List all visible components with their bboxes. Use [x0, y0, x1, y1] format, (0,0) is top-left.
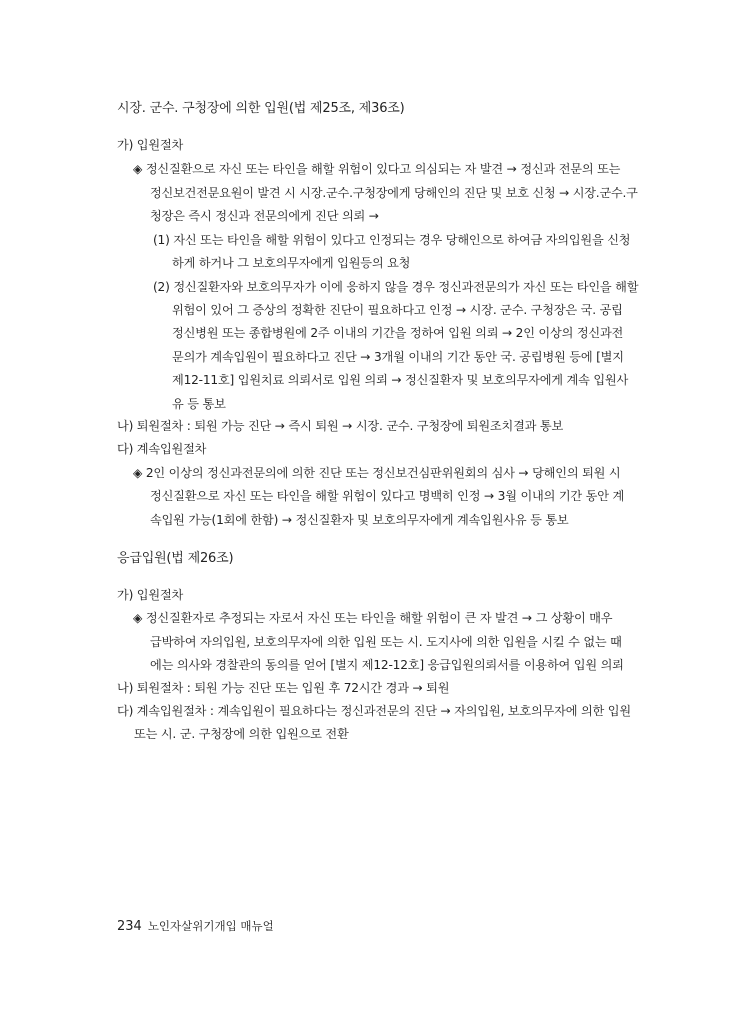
subheading-procedure: 가) 입원절차 — [117, 138, 184, 152]
numbered-item: (2) 정신질환자와 보호의무자가 이에 응하지 않을 경우 정신과전문의가 자신 또는 타인을 해할 — [153, 280, 639, 294]
text-line: 제12-11호] 입원치료 의뢰서로 입원 의뢰 → 정신질환자 및 보호의무자에게 계속 입원사 — [172, 373, 629, 387]
text-line: 하게 하거나 그 보호의무자에게 입원등의 요청 — [172, 256, 411, 270]
subheading-continued: 다) 계속입원절차 — [117, 442, 207, 456]
page-footer — [117, 918, 274, 934]
text-line: 속입원 가능(1회에 한함) → 정신질환자 및 보호의무자에게 계속입원사유 등 통보 — [150, 513, 569, 527]
section-heading: 시장. 군수. 구청장에 의한 입원(법 제25조, 제36조) — [117, 101, 405, 116]
footer-title: 노인자살위기개입 매뉴얼 — [147, 919, 274, 933]
text-line: 정신질환으로 자신 또는 타인을 해할 위험이 있다고 명백히 인정 → 3월 이내의 기간 동안 계 — [150, 489, 625, 503]
text-line: 정신병원 또는 종합병원에 2주 이내의 기간을 정하여 입원 의뢰 → 2인 이상의 정신과전 — [172, 326, 624, 340]
bullet-line: ◈ 정신질환자로 추정되는 자로서 자신 또는 타인을 해할 위험이 큰 자 발견 → 그 상황이 매우 — [133, 611, 613, 625]
section-heading: 응급입원(법 제26조) — [117, 551, 234, 566]
page-number: 234 — [117, 919, 142, 934]
text-line: 정신보건전문요원이 발견 시 시장.군수.구청장에게 당해인의 진단 및 보호 신청 → 시장.군수.구 — [150, 186, 638, 200]
text-line: 문의가 계속입원이 필요하다고 진단 → 3개월 이내의 기간 동안 국. 공립병원 등에 [별지 — [172, 350, 624, 364]
text-line: 청장은 즉시 정신과 전문의에게 진단 의뢰 → — [150, 209, 379, 223]
bullet-line: ◈ 정신질환으로 자신 또는 타인을 해할 위험이 있다고 의심되는 자 발견 → 정신과 전문의 또는 — [133, 162, 621, 176]
text-line: 에는 의사와 경찰관의 동의를 얻어 [별지 제12-12호] 응급입원의뢰서를 이용하여 입원 의뢰 — [150, 658, 624, 672]
text-line: 급박하여 자의입원, 보호의무자에 의한 입원 또는 시. 도지사에 의한 입원을 시킬 수 없는 때 — [150, 635, 622, 649]
text-line: 유 등 통보 — [172, 397, 226, 411]
text-line: 또는 시. 군. 구청장에 의한 입원으로 전환 — [134, 727, 349, 741]
subheading-continued: 다) 계속입원절차 : 계속입원이 필요하다는 정신과전문의 진단 → 자의입원, 보호의무자에 의한 입원 — [117, 704, 631, 718]
subheading-discharge: 나) 퇴원절차 : 퇴원 가능 진단 또는 입원 후 72시간 경과 → 퇴원 — [117, 681, 450, 695]
text-line: 위험이 있어 그 증상의 정확한 진단이 필요하다고 인정 → 시장. 군수. 구청장은 국. 공립 — [172, 303, 623, 317]
subheading-discharge: 나) 퇴원절차 : 퇴원 가능 진단 → 즉시 퇴원 → 시장. 군수. 구청장에 퇴원조치결과 통보 — [117, 419, 564, 433]
subheading-procedure: 가) 입원절차 — [117, 588, 184, 602]
bullet-line: ◈ 2인 이상의 정신과전문의에 의한 진단 또는 정신보건심판위원회의 심사 → 당해인의 퇴원 시 — [133, 466, 621, 480]
numbered-item: (1) 자신 또는 타인을 해할 위험이 있다고 인정되는 경우 당해인으로 하여금 자의입원을 신청 — [153, 233, 631, 247]
